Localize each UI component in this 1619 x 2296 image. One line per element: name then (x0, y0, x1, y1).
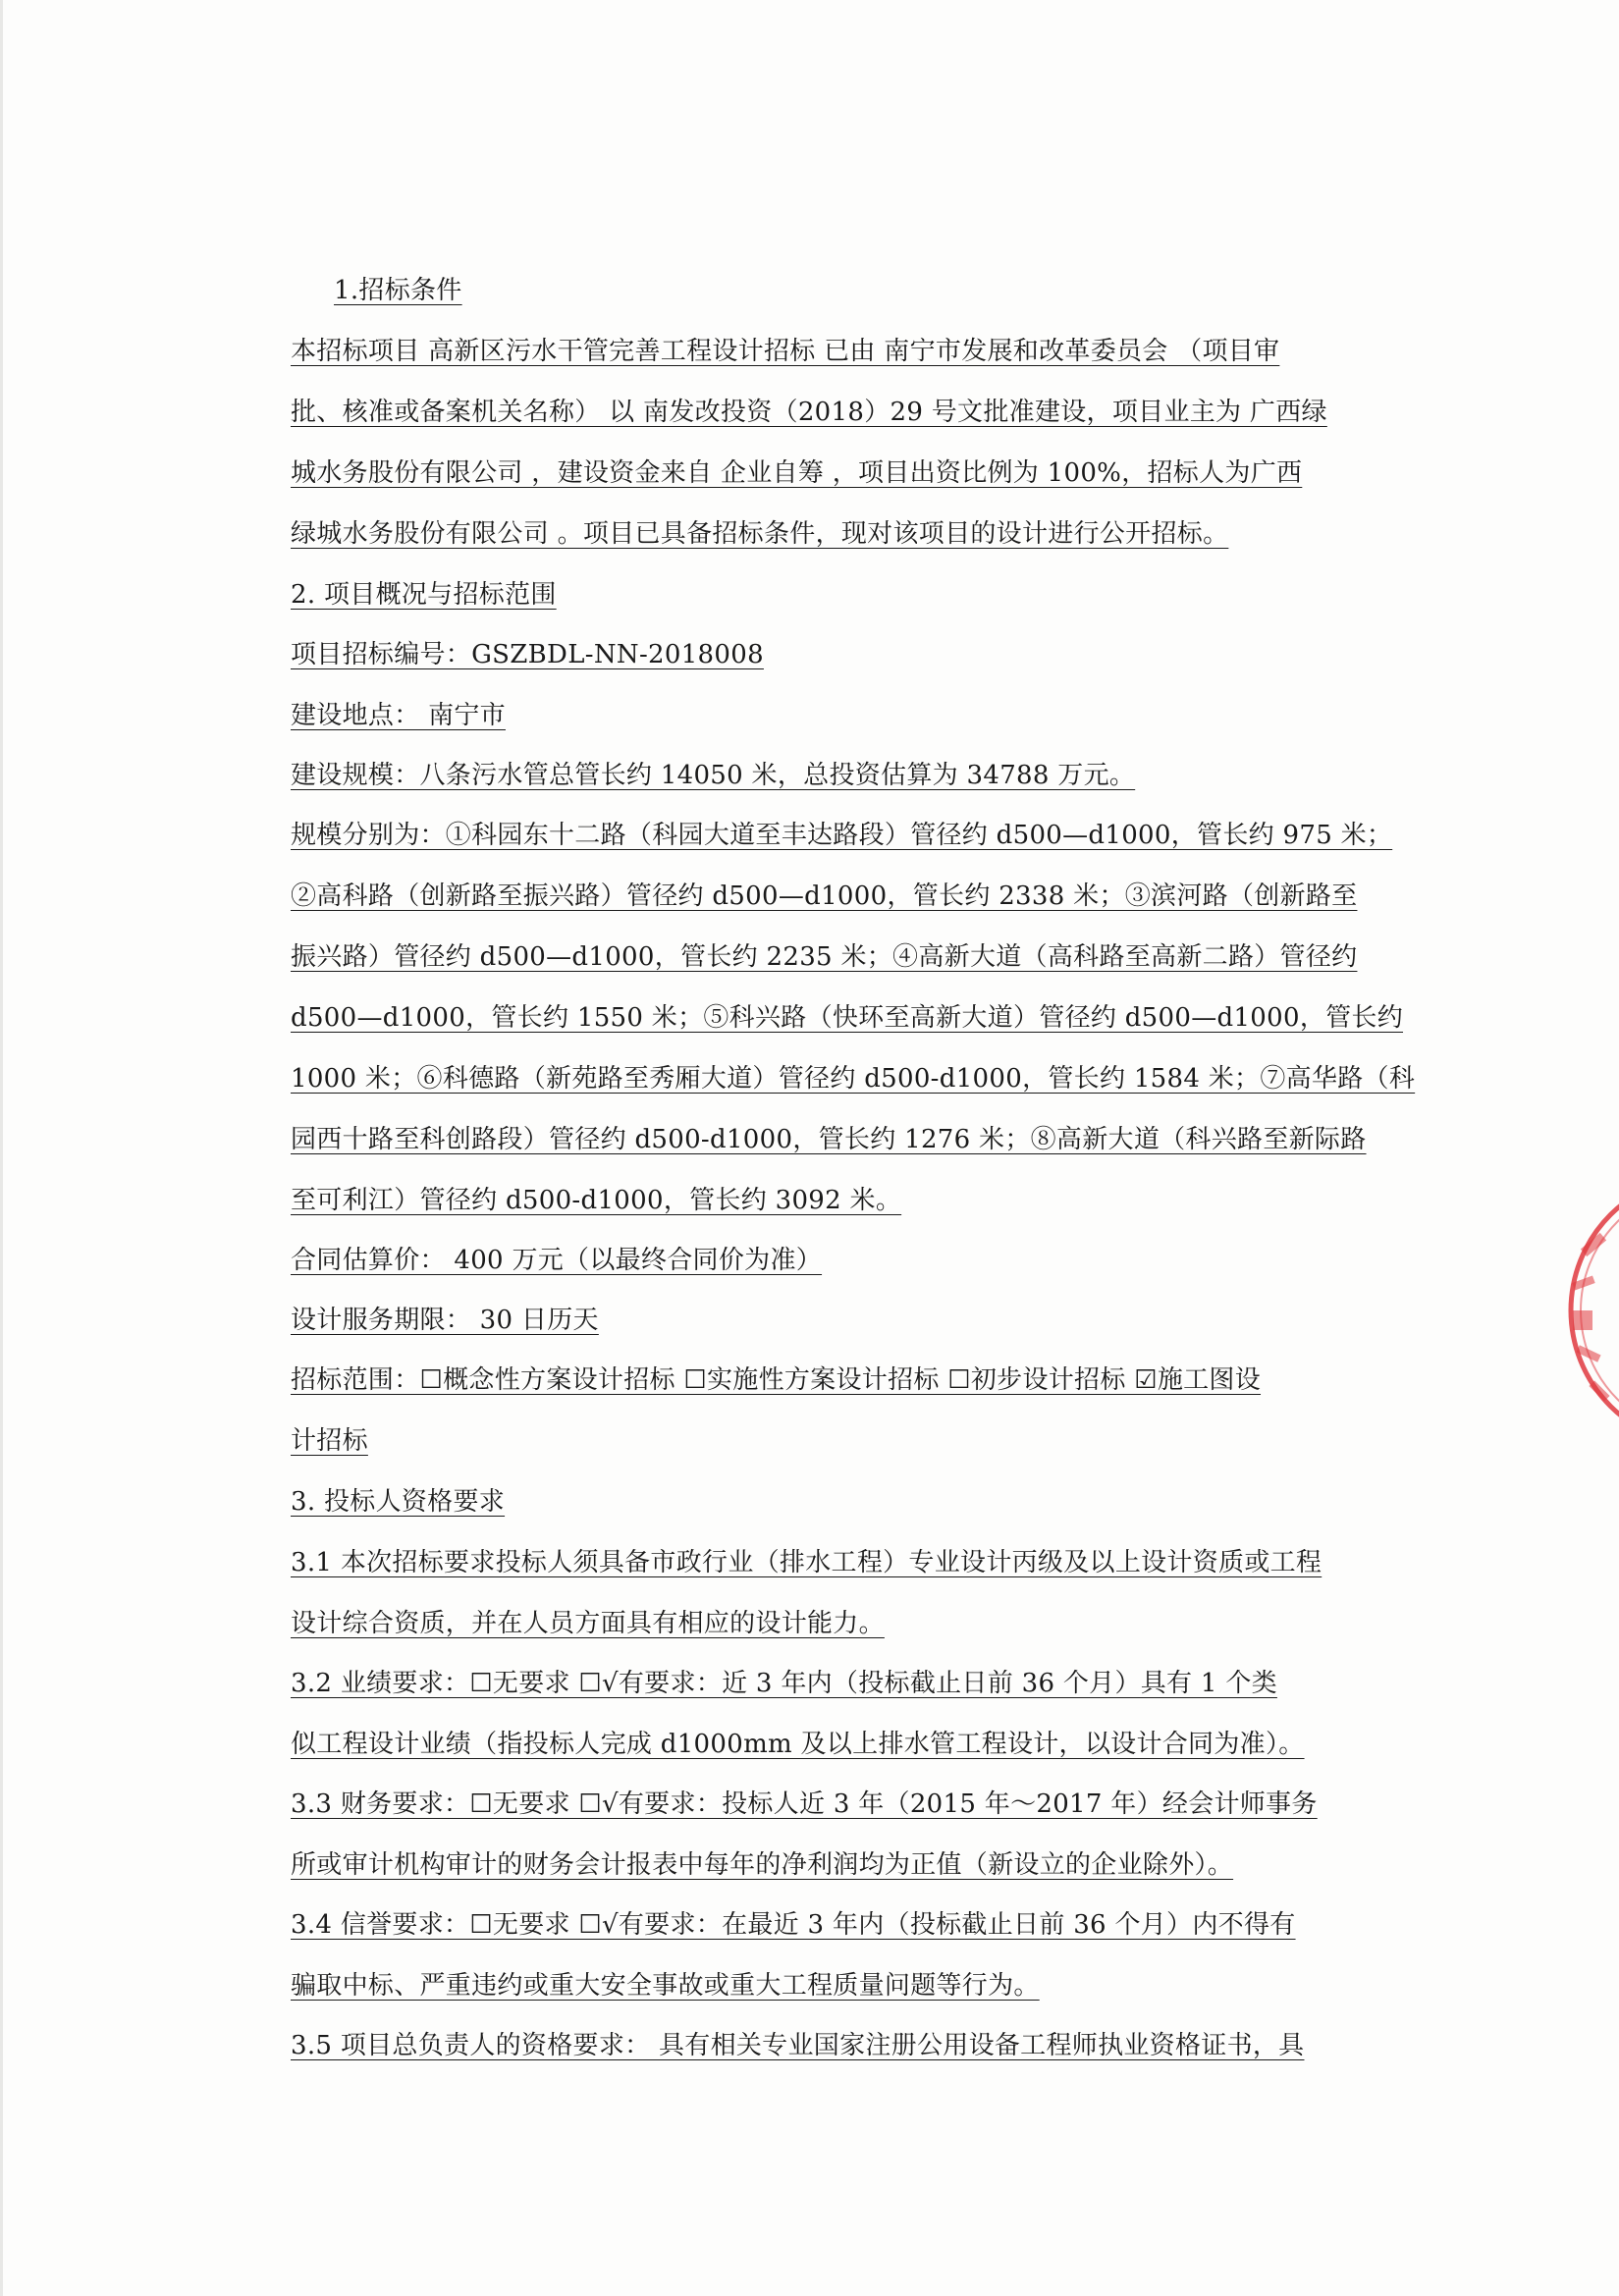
text-line: 城水务股份有限公司 ，建设资金来自 企业自筹 ，项目出资比例为 100%，招标人为广西 (291, 458, 1303, 488)
text-line: 批、核准或备案机关名称） 以 南发改投资（2018）29 号文批准建设，项目业主为 广西绿 (291, 398, 1327, 427)
text-line: 3.3 财务要求：☐无要求 ☐√有要求：投标人近 3 年（2015 年～2017 年）经会计师事务 (291, 1789, 1318, 1819)
text-line: 园西十路至科创路段）管径约 d500-d1000，管长约 1276 米；⑧高新大道（科兴路至新际路 (291, 1125, 1367, 1154)
text-line: ②高科路（创新路至振兴路）管径约 d500—d1000，管长约 2338 米；③滨河路（创新路至 (291, 881, 1358, 911)
text-line: 3.4 信誉要求：☐无要求 ☐√有要求：在最近 3 年内（投标截止日前 36 个月）内不得有 (291, 1910, 1296, 1940)
text-line: 合同估算价： 400 万元（以最终合同价为准） (291, 1246, 823, 1275)
section-1-heading: 1.招标条件 (334, 276, 462, 305)
text-line: 建设规模：八条污水管总管长约 14050 米，总投资估算为 34788 万元。 (291, 761, 1136, 790)
text-line: 所或审计机构审计的财务会计报表中每年的净利润均为正值（新设立的企业除外）。 (291, 1850, 1234, 1880)
text-line: 3.1 本次招标要求投标人须具备市政行业（排水工程）专业设计丙级及以上设计资质或工程 (291, 1548, 1322, 1577)
text-line: 至可利江）管径约 d500-d1000，管长约 3092 米。 (291, 1186, 902, 1215)
text-line: 建设地点： 南宁市 (291, 701, 506, 730)
text-line: 振兴路）管径约 d500—d1000，管长约 2235 米；④高新大道（高科路至高新二路）管径约 (291, 942, 1358, 972)
text-line: 设计服务期限： 30 日历天 (291, 1306, 599, 1335)
section-3-heading: 3. 投标人资格要求 (291, 1487, 506, 1517)
text-line: 计招标 (291, 1426, 368, 1456)
text-line: 规模分别为：①科园东十二路（科园大道至丰达路段）管径约 d500—d1000，管长约 975 米； (291, 821, 1393, 850)
text-line: 绿城水务股份有限公司 。项目已具备招标条件，现对该项目的设计进行公开招标。 (291, 519, 1229, 549)
red-seal-stamp (1559, 1163, 1619, 1458)
text-line: 似工程设计业绩（指投标人完成 d1000mm 及以上排水管工程设计，以设计合同为准）。 (291, 1730, 1305, 1759)
text-line: 1000 米；⑥科德路（新苑路至秀厢大道）管径约 d500-d1000，管长约 1584 米；⑦高华路（科 (291, 1064, 1416, 1094)
text-line: 3.2 业绩要求：☐无要求 ☐√有要求：近 3 年内（投标截止日前 36 个月）具有 1 个类 (291, 1669, 1277, 1698)
text-line: d500—d1000，管长约 1550 米；⑤科兴路（快环至高新大道）管径约 d500—d1000，管长约 (291, 1003, 1404, 1033)
text-line: 项目招标编号：GSZBDL-NN-2018008 (291, 640, 764, 669)
text-line: 3.5 项目总负责人的资格要求： 具有相关专业国家注册公用设备工程师执业资格证书，具 (291, 2031, 1305, 2060)
scan-edge (0, 0, 3, 2296)
section-2-heading: 2. 项目概况与招标范围 (291, 580, 557, 610)
text-line: 招标范围：☐概念性方案设计招标 ☐实施性方案设计招标 ☐初步设计招标 ☑施工图设 (291, 1365, 1262, 1395)
text-line: 本招标项目 高新区污水干管完善工程设计招标 已由 南宁市发展和改革委员会 （项目审 (291, 337, 1280, 366)
text-line: 设计综合资质，并在人员方面具有相应的设计能力。 (291, 1609, 885, 1638)
text-line: 骗取中标、严重违约或重大安全事故或重大工程质量问题等行为。 (291, 1971, 1040, 2001)
